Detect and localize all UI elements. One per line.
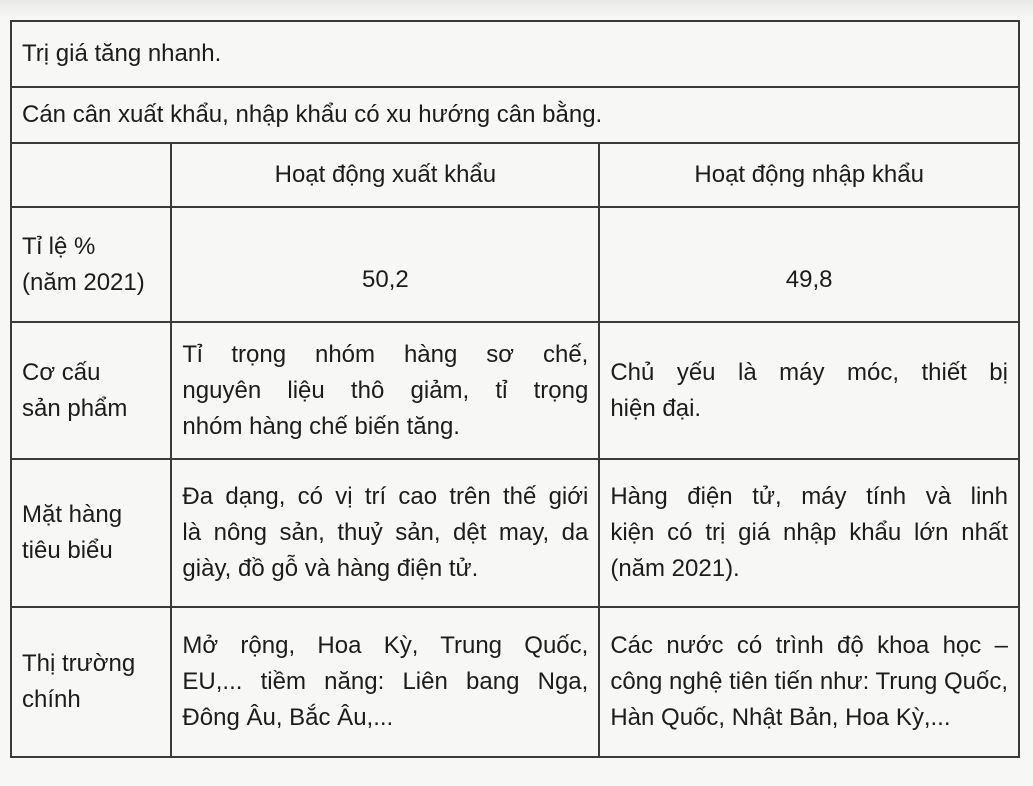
cell-line: hiện đại. bbox=[610, 394, 702, 422]
cell-line: chính bbox=[22, 686, 81, 713]
cell-line: Tỉ trọng nhóm hàng sơ chế, bbox=[182, 340, 589, 368]
cell-line: Thị trường bbox=[22, 650, 136, 677]
cell-line: tiêu biểu bbox=[22, 537, 113, 564]
table-row bbox=[11, 322, 1019, 459]
cell-line: sản phẩm bbox=[22, 394, 128, 422]
cell-line: Mở rộng, Hoa Kỳ, Trung Quốc, bbox=[182, 632, 589, 659]
cell-line: Các nước có trình độ khoa học – bbox=[610, 632, 1008, 659]
table-cell-label bbox=[11, 459, 171, 607]
cell-line: kiện có trị giá nhập khẩu lớn nhất bbox=[610, 519, 1008, 546]
table-cell: Trị giá tăng nhanh. bbox=[11, 21, 1019, 87]
table-cell-export bbox=[171, 607, 599, 757]
cell-line: 50,2 bbox=[362, 265, 409, 293]
cell-line: (năm 2021). bbox=[610, 555, 740, 582]
table-cell-label bbox=[11, 607, 171, 757]
table-cell-export bbox=[171, 459, 599, 607]
table-cell-label bbox=[11, 207, 171, 322]
cell-line: Chủ yếu là máy móc, thiết bị bbox=[610, 358, 1008, 386]
header-cell: Hoạt động xuất khẩu bbox=[171, 143, 599, 207]
table-row bbox=[11, 207, 1019, 322]
cell-line: công nghệ tiên tiến như: Trung Quốc, bbox=[610, 668, 1008, 695]
cell-line: Cơ cấu bbox=[22, 358, 101, 386]
table-header-row bbox=[11, 143, 1019, 207]
trade-table bbox=[10, 20, 1020, 758]
table-cell-import bbox=[599, 207, 1019, 322]
table-cell-export bbox=[171, 207, 599, 322]
cell-line: là nông sản, thuỷ sản, dệt may, da bbox=[182, 519, 589, 546]
cell-line: giày, đồ gỗ và hàng điện tử. bbox=[182, 555, 479, 582]
table-cell-label bbox=[11, 322, 171, 459]
cell-line: Đông Âu, Bắc Âu,... bbox=[182, 704, 394, 731]
table-row bbox=[11, 87, 1019, 143]
table-row bbox=[11, 21, 1019, 87]
table-row bbox=[11, 459, 1019, 607]
table-cell-import bbox=[599, 459, 1019, 607]
header-cell bbox=[11, 143, 171, 207]
table-cell: Cán cân xuất khẩu, nhập khẩu có xu hướng cân bằng. bbox=[11, 87, 1019, 143]
cell-line: EU,... tiềm năng: Liên bang Nga, bbox=[182, 668, 589, 695]
cell-line: nhóm hàng chế biến tăng. bbox=[182, 412, 460, 440]
table-cell-import bbox=[599, 607, 1019, 757]
table-cell-export bbox=[171, 322, 599, 459]
cell-line: 49,8 bbox=[785, 265, 833, 293]
cell-line: Mặt hàng bbox=[22, 501, 123, 528]
table-cell-import bbox=[599, 322, 1019, 459]
cell-line: nguyên liệu thô giảm, tỉ trọng bbox=[182, 376, 589, 404]
cell-line: Tỉ lệ % bbox=[22, 232, 96, 260]
page-edge bbox=[0, 0, 1033, 18]
cell-line: Hàng điện tử, máy tính và linh bbox=[610, 483, 1008, 510]
table-row bbox=[11, 607, 1019, 757]
header-cell: Hoạt động nhập khẩu bbox=[599, 143, 1019, 207]
cell-line: (năm 2021) bbox=[22, 268, 145, 296]
cell-line: Đa dạng, có vị trí cao trên thế giới bbox=[182, 483, 589, 510]
cell-line: Hàn Quốc, Nhật Bản, Hoa Kỳ,... bbox=[610, 704, 951, 731]
